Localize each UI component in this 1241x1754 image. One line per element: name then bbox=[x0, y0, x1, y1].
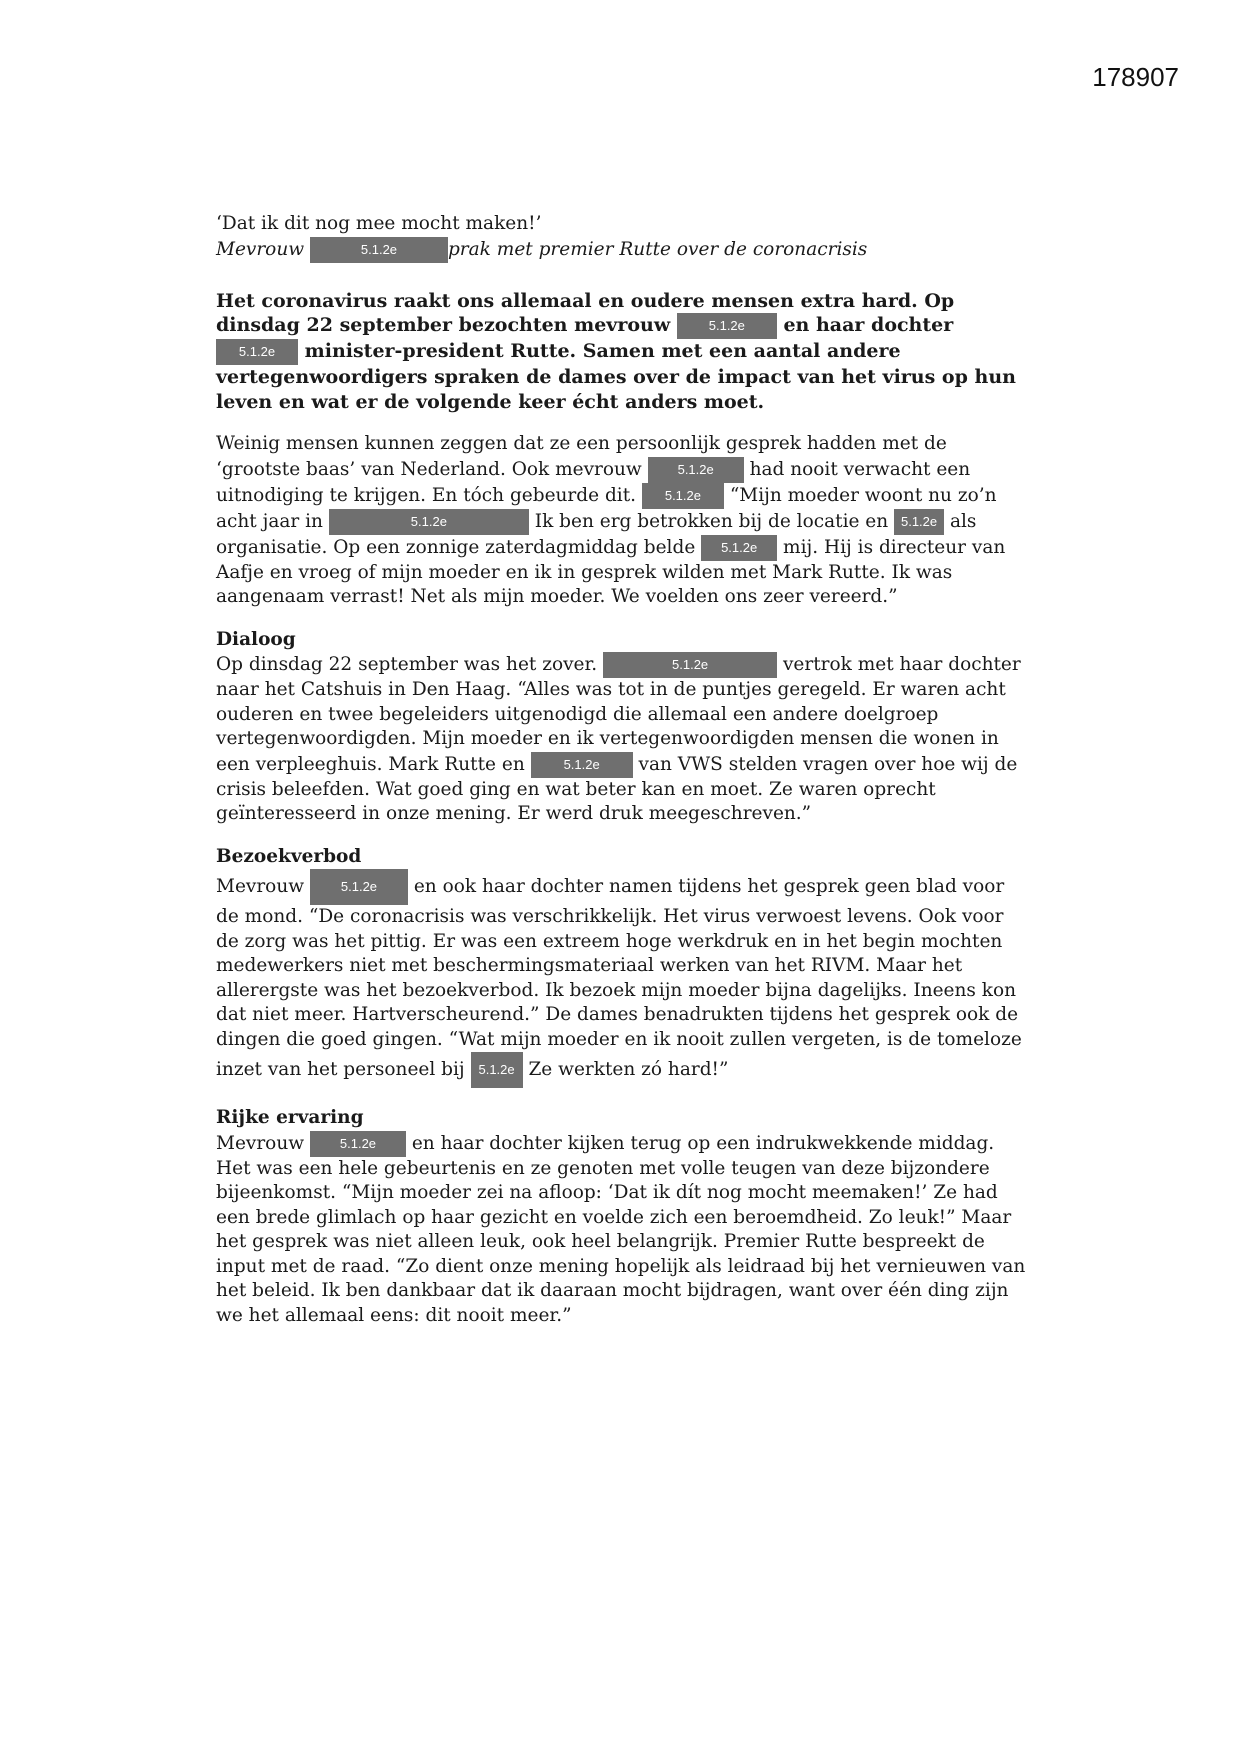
dialoog-paragraph: Op dinsdag 22 september was het zover. 5.1.2e vertrok met haar dochter naar het Catshuis in Den Haag. “Alles was tot in de puntjes geregeld. Er waren acht ouderen en twee begeleiders uitgenodigd die allemaal een andere doelgroep vertegenwoordigden. Mijn moeder en ik vertegenwoordigden mensen die wonen in een verpleeghuis. Mark Rutte en 5.1.2e van VWS stelden vragen over hoe wij de crisis beleefden. Wat goed ging en wat beter kan en moet. Ze waren oprecht geïnteresseerd in onze mening. Er werd druk meegeschreven.” bbox=[216, 654, 1021, 824]
redaction-box: 5.1.2e bbox=[894, 509, 944, 535]
redaction-box: 5.1.2e bbox=[310, 1131, 406, 1157]
redaction-box: 5.1.2e bbox=[216, 339, 298, 365]
bezoekverbod-paragraph: Mevrouw 5.1.2e en ook haar dochter namen tijdens het gesprek geen blad voor de mond. “De coronacrisis was verschrikkelijk. Het virus verwoest levens. Ook voor de zorg was het pittig. Er was een extreem hoge werkdruk en in het begin mochten medewerkers niet met beschermingsmateriaal werken van het RIVM. Maar het allerergste was het bezoekverbod. Ik bezoek mijn moeder bijna dagelijks. Ineens kon dat niet meer. Hartverscheurend.” De dames benadrukten tijdens het gesprek ook de dingen die goed gingen. “Wat mijn moeder en ik nooit zullen vergeten, is de tomeloze inzet van het personeel bij 5.1.2e Ze werkten zó hard!” bbox=[216, 869, 1028, 1088]
redaction-box: 5.1.2e bbox=[310, 869, 408, 905]
redaction-box: 5.1.2e bbox=[701, 535, 777, 561]
redaction-box: 5.1.2e bbox=[531, 752, 633, 778]
article-subtitle: Mevrouw 5.1.2e prak met premier Rutte over de coronacrisis bbox=[216, 237, 1028, 263]
redaction-box: 5.1.2e bbox=[471, 1052, 523, 1088]
section-heading-dialoog: Dialoog bbox=[216, 628, 296, 650]
intro-paragraph: Weinig mensen kunnen zeggen dat ze een persoonlijk gesprek hadden met de ‘grootste baas’ van Nederland. Ook mevrouw 5.1.2e had nooit verwacht een uitnodiging te krijgen. En tóch gebeurde dit. 5.1.2e “Mijn moeder woont nu zo’n acht jaar in 5.1.2e Ik ben erg betrokken bij de locatie en 5.1.2e als organisatie. Op een zonnige zaterdagmiddag belde 5.1.2e mij. Hij is directeur van Aafje en vroeg of mijn moeder en ik in gesprek wilden met Mark Rutte. Ik was aangenaam verrast! Net als mijn moeder. We voelden ons zeer vereerd.” bbox=[216, 433, 1006, 607]
redaction-box: 5.1.2e bbox=[677, 313, 777, 339]
section-heading-rijke-ervaring: Rijke ervaring bbox=[216, 1107, 364, 1128]
article-title: ‘Dat ik dit nog mee mocht maken!’ bbox=[216, 213, 542, 234]
section-heading-bezoekverbod: Bezoekverbod bbox=[216, 845, 362, 867]
redaction-box: 5.1.2e bbox=[648, 457, 744, 483]
redaction-box: 5.1.2e bbox=[310, 237, 448, 263]
lead-paragraph: Het coronavirus raakt ons allemaal en oudere mensen extra hard. Op dinsdag 22 september bezochten mevrouw 5.1.2e en haar dochter 5.1.2e minister-president Rutte. Samen met een aantal andere vertegenwoordigers spraken de dames over de impact van het virus op hun leven en wat er de volgende keer écht anders moet. bbox=[216, 289, 1016, 413]
redaction-box: 5.1.2e bbox=[642, 483, 724, 509]
rijke-ervaring-paragraph: Mevrouw 5.1.2e en haar dochter kijken terug op een indrukwekkende middag. Het was een hele gebeurtenis en ze genoten met volle teugen van deze bijzondere bijeenkomst. “Mijn moeder zei na afloop: ‘Dat ik dít nog mocht meemaken!’ Ze had een brede glimlach op haar gezicht en voelde zich een beroemdheid. Zo leuk!” Maar het gesprek was niet alleen leuk, ook heel belangrijk. Premier Rutte bespreekt de input met de raad. “Zo dient onze mening hopelijk als leidraad bij het vernieuwen van het beleid. Ik ben dankbaar dat ik daaraan mocht bijdragen, want over één ding zijn we het allemaal eens: dit nooit meer.” bbox=[216, 1132, 1026, 1326]
article bbox=[216, 212, 1028, 1328]
redaction-box: 5.1.2e bbox=[329, 509, 529, 535]
redaction-box: 5.1.2e bbox=[603, 652, 777, 678]
document-number: 178907 bbox=[1092, 62, 1179, 92]
